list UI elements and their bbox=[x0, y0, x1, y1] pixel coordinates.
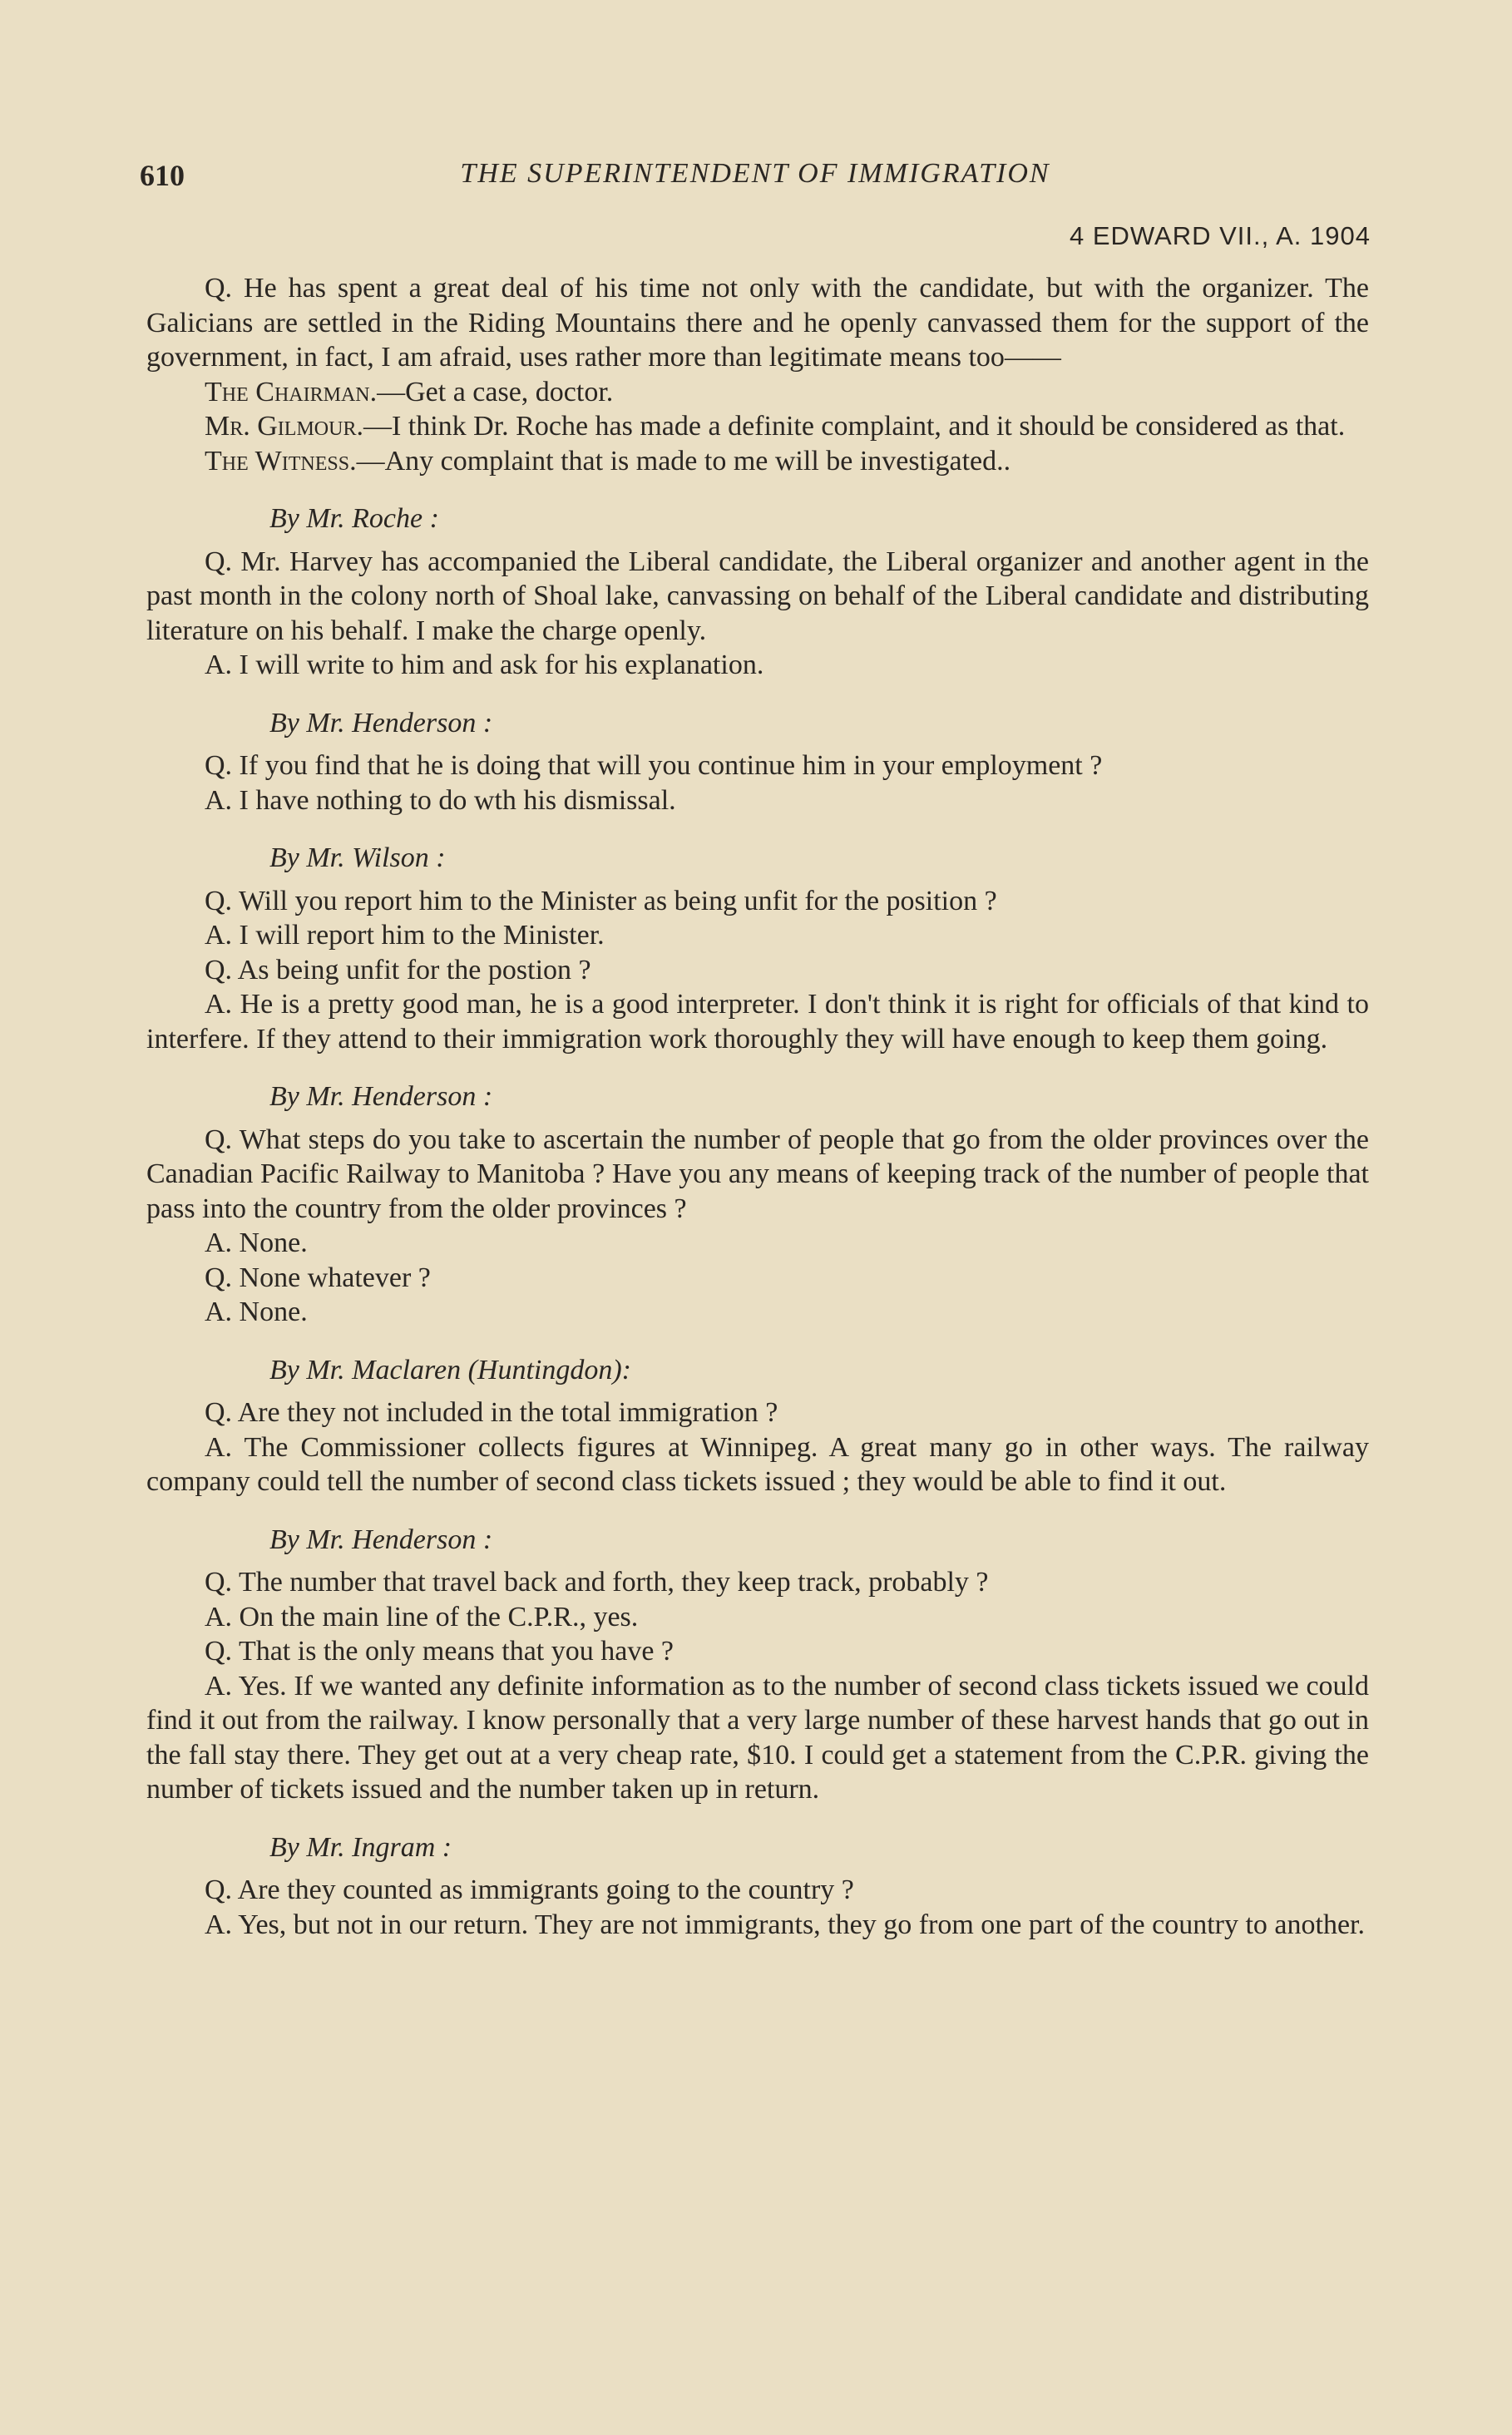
paragraph: Q. As being unfit for the postion ? bbox=[205, 954, 591, 985]
examiner-heading: By Mr. Henderson : bbox=[269, 707, 493, 738]
paragraph: A. None. bbox=[205, 1297, 308, 1327]
paragraph: Q. What steps do you take to ascertain the number of people that go from the older provinces over the Canadian Pacific Railway to Manitoba ? Have you any means of keeping track of the number of people that pass into the country from the older provinces ? bbox=[146, 1124, 1369, 1224]
paragraph: A. I have nothing to do wth his dismissal. bbox=[205, 784, 676, 816]
paragraph: A. I will report him to the Minister. bbox=[205, 920, 605, 951]
paragraph: Q. He has spent a great deal of his time not only with the candidate, but with the organizer. The Galicians are settled in the Riding Mountains there and he openly canvassed them for the support of the government, in fact, I am afraid, uses rather more than legitimate means too—— bbox=[146, 273, 1369, 373]
paragraph: Q. None whatever ? bbox=[205, 1262, 431, 1293]
paragraph: A. He is a pretty good man, he is a good interpreter. I don't think it is right for officials of that kind to interfere. If they attend to their immigration work thoroughly they will have enough to keep them going. bbox=[146, 989, 1369, 1055]
paragraph: Q. Will you report him to the Minister as being unfit for the position ? bbox=[205, 885, 997, 916]
paragraph: Q. That is the only means that you have ? bbox=[205, 1636, 674, 1667]
speaker-text: —I think Dr. Roche has made a definite complaint, and it should be considered as that. bbox=[363, 411, 1346, 442]
session-label: 4 EDWARD VII., A. 1904 bbox=[1070, 221, 1371, 250]
paragraph: A. I will write to him and ask for his explanation. bbox=[205, 649, 764, 680]
speaker-name: The Chairman. bbox=[205, 376, 378, 407]
speaker-text: —Get a case, doctor. bbox=[377, 376, 614, 407]
paragraph: Q. Are they counted as immigrants going to the country ? bbox=[205, 1874, 854, 1905]
speaker-paragraph bbox=[146, 409, 1369, 444]
body-text bbox=[146, 271, 1369, 1942]
examiner-heading: By Mr. Wilson : bbox=[269, 842, 446, 873]
paragraph: Q. If you find that he is doing that will you continue him in your employment ? bbox=[205, 750, 1103, 781]
speaker-paragraph bbox=[146, 375, 1369, 410]
examiner-heading: By Mr. Ingram : bbox=[269, 1831, 452, 1863]
paragraph: Q. Are they not included in the total immigration ? bbox=[205, 1397, 778, 1428]
examiner-heading: By Mr. Henderson : bbox=[269, 1524, 493, 1555]
page-title: THE SUPERINTENDENT OF IMMIGRATION bbox=[460, 158, 1050, 189]
paragraph: A. The Commissioner collects figures at Winnipeg. A great many go in other ways. The railway company could tell the number of second class tickets issued ; they would be able to find it out. bbox=[146, 1431, 1369, 1497]
paragraph: A. Yes, but not in our return. They are not immigrants, they go from one part of the country to another. bbox=[205, 1909, 1365, 1940]
paragraph: A. On the main line of the C.P.R., yes. bbox=[205, 1601, 639, 1632]
examiner-heading: By Mr. Roche : bbox=[269, 503, 439, 534]
speaker-name: Mr. Gilmour. bbox=[205, 411, 363, 442]
paragraph: A. Yes. If we wanted any definite information as to the number of second class tickets issued we could find it out from the railway. I know personally that a very large number of these harvest hands that go out in the fall stay there. They get out at a very cheap rate, $10. I could get a statement from the C.P.R. giving the number of tickets issued and the number taken up in return. bbox=[146, 1670, 1369, 1805]
speaker-text: —Any complaint that is made to me will be investigated.. bbox=[356, 445, 1011, 477]
page-number: 610 bbox=[140, 159, 185, 192]
speaker-name: The Witness. bbox=[205, 445, 357, 477]
paragraph: A. None. bbox=[205, 1227, 308, 1258]
paragraph: Q. The number that travel back and forth, they keep track, probably ? bbox=[205, 1567, 989, 1598]
paragraph: Q. Mr. Harvey has accompanied the Liberal candidate, the Liberal organizer and another agent in the past month in the colony north of Shoal lake, canvassing on behalf of the Liberal candidate and distributing literature on his behalf. I make the charge openly. bbox=[146, 546, 1369, 646]
running-head bbox=[140, 158, 1371, 200]
examiner-heading: By Mr. Maclaren (Huntingdon): bbox=[269, 1354, 631, 1385]
examiner-heading: By Mr. Henderson : bbox=[269, 1081, 493, 1112]
speaker-paragraph bbox=[146, 444, 1369, 479]
